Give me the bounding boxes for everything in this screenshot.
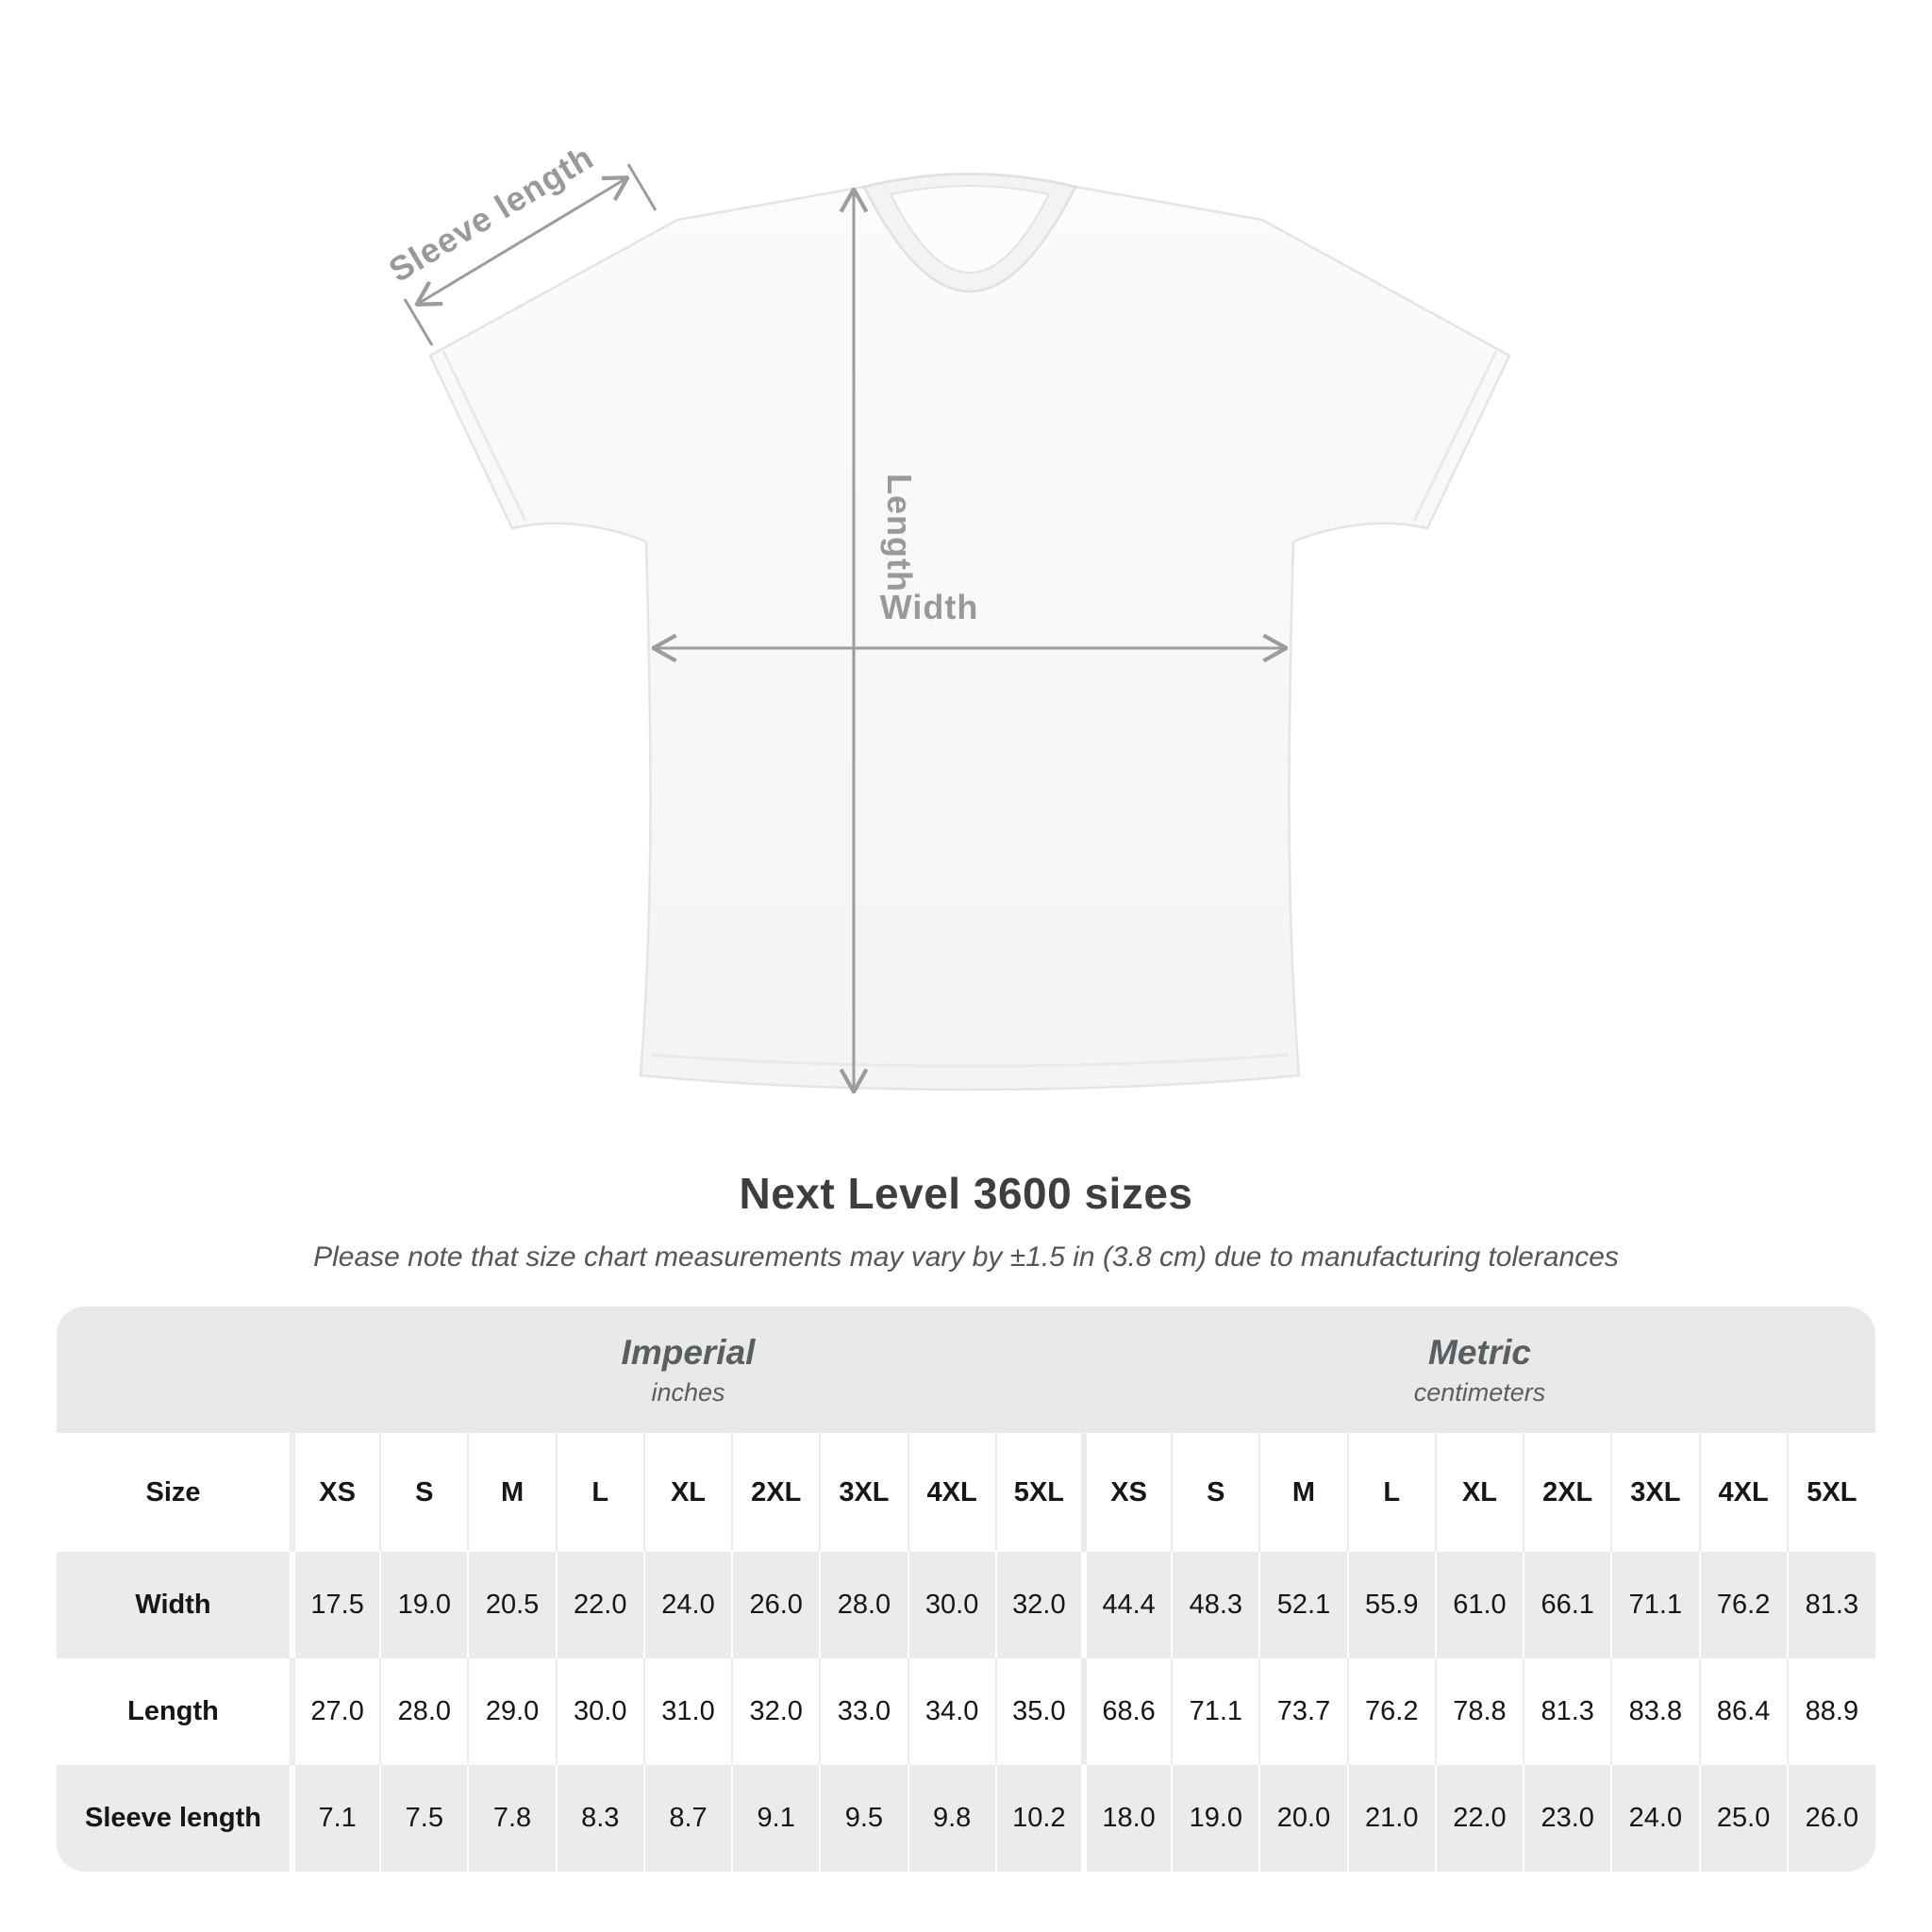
table-row-length	[57, 1658, 1875, 1765]
size-header: 2XL	[732, 1433, 820, 1552]
length-value: 28.0	[380, 1658, 468, 1765]
width-value: 76.2	[1700, 1552, 1788, 1658]
width-value: 30.0	[908, 1552, 996, 1658]
table-row-sizes	[57, 1433, 1875, 1552]
width-value: 24.0	[644, 1552, 732, 1658]
sleeve-length-value: 24.0	[1611, 1765, 1699, 1872]
unit-system-header	[57, 1307, 1875, 1433]
sleeve-length-value: 25.0	[1700, 1765, 1788, 1872]
sleeve-length-value: 9.5	[820, 1765, 908, 1872]
size-table	[57, 1307, 1875, 1872]
sleeve-length-value: 7.8	[468, 1765, 556, 1872]
length-value: 73.7	[1259, 1658, 1347, 1765]
size-header: 5XL	[1788, 1433, 1875, 1552]
imperial-header	[292, 1307, 1084, 1433]
width-value: 55.9	[1348, 1552, 1436, 1658]
row-header-length: Length	[127, 1696, 219, 1726]
metric-unit: centimeters	[1413, 1377, 1546, 1407]
size-header: 3XL	[1611, 1433, 1699, 1552]
size-header: 2XL	[1524, 1433, 1611, 1552]
unit-band-spacer	[57, 1307, 292, 1433]
sleeve-length-value: 9.8	[908, 1765, 996, 1872]
length-value: 86.4	[1700, 1658, 1788, 1765]
width-value: 44.4	[1084, 1552, 1172, 1658]
length-value: 71.1	[1172, 1658, 1259, 1765]
sleeve-length-value: 7.1	[292, 1765, 380, 1872]
length-value: 76.2	[1348, 1658, 1436, 1765]
sleeve-length-value: 19.0	[1172, 1765, 1259, 1872]
width-value: 22.0	[557, 1552, 644, 1658]
length-value: 68.6	[1084, 1658, 1172, 1765]
sleeve-arrow-tick-top	[628, 164, 656, 210]
width-value: 71.1	[1611, 1552, 1699, 1658]
length-value: 33.0	[820, 1658, 908, 1765]
size-header: L	[557, 1433, 644, 1552]
sleeve-length-value: 8.3	[557, 1765, 644, 1872]
length-value: 30.0	[557, 1658, 644, 1765]
size-header: XL	[1436, 1433, 1524, 1552]
sleeve-length-value: 7.5	[380, 1765, 468, 1872]
table-row-sleeve-length	[57, 1765, 1875, 1872]
length-value: 83.8	[1611, 1658, 1699, 1765]
width-value: 20.5	[468, 1552, 556, 1658]
sleeve-length-value: 21.0	[1348, 1765, 1436, 1872]
width-value: 48.3	[1172, 1552, 1259, 1658]
length-value: 34.0	[908, 1658, 996, 1765]
metric-header	[1084, 1307, 1875, 1433]
sleeve-length-value: 18.0	[1084, 1765, 1172, 1872]
sleeve-length-value: 26.0	[1788, 1765, 1875, 1872]
size-header: 3XL	[820, 1433, 908, 1552]
width-value: 32.0	[996, 1552, 1084, 1658]
page-title: Next Level 3600 sizes	[739, 1169, 1193, 1218]
length-value: 27.0	[292, 1658, 380, 1765]
size-header: 4XL	[1700, 1433, 1788, 1552]
metric-label: Metric	[1428, 1332, 1531, 1372]
width-value: 81.3	[1788, 1552, 1875, 1658]
size-header: XS	[1084, 1433, 1172, 1552]
sleeve-length-value: 22.0	[1436, 1765, 1524, 1872]
imperial-unit: inches	[651, 1377, 725, 1407]
size-header: M	[1259, 1433, 1347, 1552]
length-value: 31.0	[644, 1658, 732, 1765]
size-header: L	[1348, 1433, 1436, 1552]
size-measurements-table	[57, 1433, 1875, 1872]
tshirt-body	[430, 175, 1509, 1091]
length-value: 29.0	[468, 1658, 556, 1765]
length-value: 32.0	[732, 1658, 820, 1765]
width-value: 61.0	[1436, 1552, 1524, 1658]
width-value: 66.1	[1524, 1552, 1611, 1658]
sleeve-arrow-tick-bottom	[405, 299, 432, 345]
sleeve-length-value: 10.2	[996, 1765, 1084, 1872]
imperial-label: Imperial	[621, 1332, 756, 1372]
length-value: 78.8	[1436, 1658, 1524, 1765]
length-value: 88.9	[1788, 1658, 1875, 1765]
width-value: 26.0	[732, 1552, 820, 1658]
row-header-sleeve-length: Sleeve length	[85, 1803, 261, 1833]
size-column-header: Size	[145, 1476, 201, 1507]
size-header: XS	[292, 1433, 380, 1552]
size-header: XL	[644, 1433, 732, 1552]
row-header-width: Width	[135, 1590, 211, 1620]
width-value: 19.0	[380, 1552, 468, 1658]
size-header: M	[468, 1433, 556, 1552]
length-label: Length	[880, 474, 919, 592]
width-label: Width	[879, 588, 979, 626]
size-header: 5XL	[996, 1433, 1084, 1552]
sleeve-length-label: Sleeve length	[381, 137, 601, 290]
length-value: 35.0	[996, 1658, 1084, 1765]
width-value: 28.0	[820, 1552, 908, 1658]
length-value: 81.3	[1524, 1658, 1611, 1765]
sleeve-length-value: 23.0	[1524, 1765, 1611, 1872]
tolerance-note: Please note that size chart measurements may vary by ±1.5 in (3.8 cm) due to manufacturing tolerances	[313, 1241, 1619, 1273]
table-row-width	[57, 1552, 1875, 1658]
size-header: S	[1172, 1433, 1259, 1552]
sleeve-length-value: 8.7	[644, 1765, 732, 1872]
size-header: 4XL	[908, 1433, 996, 1552]
width-value: 52.1	[1259, 1552, 1347, 1658]
width-value: 17.5	[292, 1552, 380, 1658]
sleeve-length-value: 20.0	[1259, 1765, 1347, 1872]
sleeve-length-value: 9.1	[732, 1765, 820, 1872]
size-header: S	[380, 1433, 468, 1552]
